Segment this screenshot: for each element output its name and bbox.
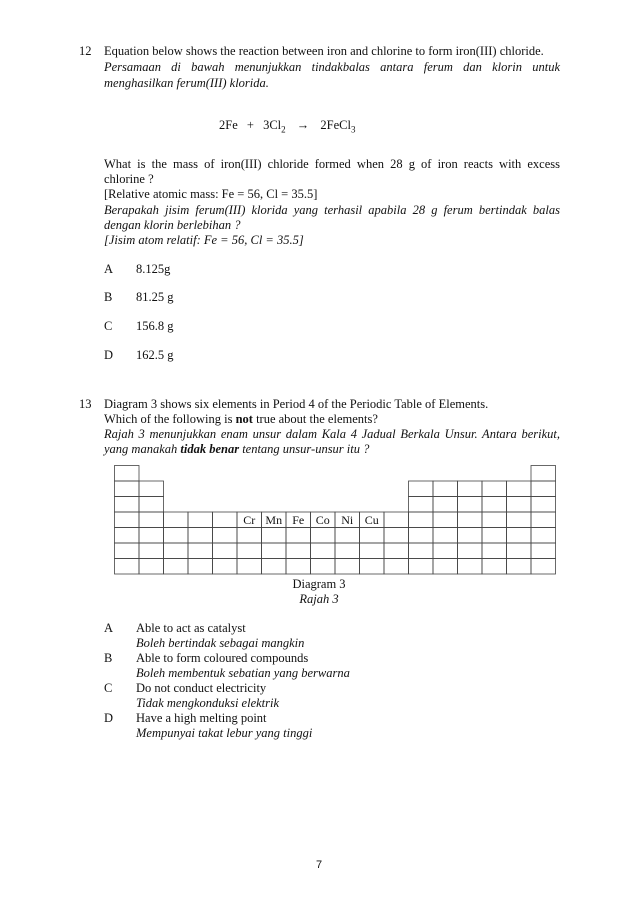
- periodic-table-cell: [409, 543, 434, 559]
- equation-arrow: →: [296, 118, 310, 132]
- question-13-number: 13: [79, 397, 92, 411]
- periodic-table-cell: [164, 559, 189, 575]
- q13-option-c-en[interactable]: Do not conduct electricity: [136, 681, 267, 695]
- question-12-question-ms-line2: dengan klorin berlebihan ?: [104, 218, 241, 232]
- periodic-table-cell: [409, 481, 434, 497]
- periodic-table-cell: [458, 543, 483, 559]
- periodic-table-cell: [360, 528, 385, 544]
- periodic-table-cell: [482, 497, 507, 513]
- periodic-table-cell: [213, 528, 238, 544]
- periodic-table-cell: [360, 543, 385, 559]
- chemical-equation: [219, 118, 355, 133]
- periodic-table-cell: [482, 559, 507, 575]
- periodic-table-cell: [409, 512, 434, 528]
- q12-option-c-letter[interactable]: C: [104, 319, 113, 333]
- equation-product-subscript: 3: [350, 124, 356, 135]
- periodic-table-cell: [139, 528, 164, 544]
- q13-option-a-letter[interactable]: A: [104, 621, 114, 635]
- periodic-table-cell: [384, 543, 409, 559]
- periodic-table-cell: [115, 512, 140, 528]
- periodic-table-cell: [262, 528, 287, 544]
- periodic-table-cell: [458, 481, 483, 497]
- element-symbol-co: Co: [315, 512, 330, 527]
- equation-lhs-chlorine-subscript: 2: [281, 124, 286, 135]
- question-12-question-en-line2: chlorine ?: [104, 172, 154, 186]
- diagram-caption-ms: Rajah 3: [299, 592, 339, 606]
- periodic-table-cell: [311, 559, 336, 575]
- periodic-table-cell: [139, 512, 164, 528]
- periodic-table-cell: [409, 497, 434, 513]
- element-symbol-cr: Cr: [243, 512, 256, 527]
- periodic-table-cell: [115, 466, 140, 482]
- periodic-table-cell: [458, 497, 483, 513]
- question-12-stem-en: Equation below shows the reaction between iron and chlorine to form iron(III) chloride.: [104, 44, 544, 58]
- q12-option-b-letter[interactable]: B: [104, 290, 113, 304]
- periodic-table-cell: [139, 497, 164, 513]
- q12-option-b-text[interactable]: 81.25 g: [136, 290, 174, 304]
- question-13-stem-ms-line2: [104, 442, 560, 457]
- question-12-relative-atomic-mass-en: [Relative atomic mass: Fe = 56, Cl = 35.5]: [104, 187, 318, 201]
- element-symbol-cu: Cu: [364, 512, 379, 527]
- periodic-table-cell: [335, 528, 360, 544]
- periodic-table-cell: [164, 543, 189, 559]
- periodic-table-cell: [311, 528, 336, 544]
- periodic-table-cell: [507, 512, 532, 528]
- q13-option-b-ms: Boleh membentuk sebatian yang berwarna: [136, 666, 350, 680]
- periodic-table-cell: [139, 481, 164, 497]
- diagram-caption-en: Diagram 3: [292, 577, 346, 591]
- periodic-table-cell: [115, 481, 140, 497]
- equation-product: 2FeCl: [320, 118, 351, 132]
- periodic-table-cell: [507, 497, 532, 513]
- periodic-table-cell: [115, 559, 140, 575]
- stem-ms-pre: yang manakah: [104, 442, 181, 456]
- periodic-table-cell: [115, 543, 140, 559]
- periodic-table-cell: [262, 559, 287, 575]
- periodic-table-diagram: [114, 465, 559, 575]
- equation-lhs-chlorine: 3Cl: [263, 118, 282, 132]
- periodic-table-cell: [482, 512, 507, 528]
- periodic-table-cell: [531, 543, 556, 559]
- periodic-table-cell: [139, 559, 164, 575]
- stem-en-post: true about the elements?: [252, 412, 378, 426]
- q13-option-b-en[interactable]: Able to form coloured compounds: [136, 651, 309, 665]
- periodic-table-cell: [507, 528, 532, 544]
- q13-option-c-ms: Tidak mengkonduksi elektrik: [136, 696, 280, 710]
- periodic-table-cell: [482, 481, 507, 497]
- periodic-table-cell: [458, 528, 483, 544]
- equation-plus: +: [246, 118, 254, 132]
- periodic-table-cell: [384, 512, 409, 528]
- periodic-table-cell: [335, 543, 360, 559]
- stem-en-bold-not: not: [235, 412, 253, 426]
- periodic-table-cell: [531, 466, 556, 482]
- q13-option-a-ms: Boleh bertindak sebagai mangkin: [136, 636, 305, 650]
- periodic-table-cell: [237, 559, 262, 575]
- periodic-table-cell: [188, 528, 213, 544]
- periodic-table-cell: [213, 512, 238, 528]
- q13-option-b-letter[interactable]: B: [104, 651, 113, 665]
- periodic-table-cell: [188, 559, 213, 575]
- periodic-table-cell: [433, 543, 458, 559]
- q13-option-d-letter[interactable]: D: [104, 711, 114, 725]
- periodic-table-cell: [360, 559, 385, 575]
- periodic-table-cell: [213, 543, 238, 559]
- periodic-table-cell: [433, 559, 458, 575]
- periodic-table-cell: [433, 481, 458, 497]
- question-12-relative-atomic-mass-ms: [Jisim atom relatif: Fe = 56, Cl = 35.5]: [104, 233, 304, 247]
- question-13-stem-en-line1: Diagram 3 shows six elements in Period 4 of the Periodic Table of Elements.: [104, 397, 489, 411]
- element-symbol-ni: Ni: [341, 512, 354, 527]
- periodic-table-cell: [262, 543, 287, 559]
- periodic-table-cell: [188, 512, 213, 528]
- periodic-table-cell: [482, 528, 507, 544]
- element-symbol-mn: Mn: [265, 512, 283, 527]
- periodic-table-cell: [409, 559, 434, 575]
- question-12-number: 12: [79, 44, 92, 58]
- stem-ms-post: tentang unsur-unsur itu ?: [239, 442, 370, 456]
- stem-ms-bold-tidak-benar: tidak benar: [180, 442, 240, 456]
- q12-option-a-letter[interactable]: A: [104, 262, 114, 276]
- q12-option-c-text[interactable]: 156.8 g: [136, 319, 174, 333]
- periodic-table-cell: [458, 559, 483, 575]
- q13-option-d-en[interactable]: Have a high melting point: [136, 711, 267, 725]
- question-12-question-en-line1: What is the mass of iron(III) chloride formed when 28 g of iron reacts with excess: [104, 157, 560, 171]
- periodic-table-cell: [164, 512, 189, 528]
- periodic-table-cell: [286, 543, 311, 559]
- periodic-table-cell: [531, 559, 556, 575]
- periodic-table-cell: [213, 559, 238, 575]
- q13-option-d-ms: Mempunyai takat lebur yang tinggi: [136, 726, 313, 740]
- periodic-table-cell: [335, 559, 360, 575]
- periodic-table-cell: [458, 512, 483, 528]
- equation-lhs-iron: 2Fe: [219, 118, 238, 132]
- periodic-table-cell: [482, 543, 507, 559]
- question-12-question-ms-line1: Berapakah jisim ferum(III) klorida yang terhasil apabila 28 g ferum bertindak balas: [104, 203, 560, 217]
- periodic-table-cell: [409, 528, 434, 544]
- periodic-table-cell: [115, 528, 140, 544]
- periodic-table-cell: [507, 481, 532, 497]
- periodic-table-cell: [433, 528, 458, 544]
- q12-option-a-text[interactable]: 8.125g: [136, 262, 171, 276]
- periodic-table-cell: [237, 543, 262, 559]
- page-number: 7: [315, 859, 323, 871]
- q12-option-d-text[interactable]: 162.5 g: [136, 348, 174, 362]
- periodic-table-cell: [115, 497, 140, 513]
- periodic-table-cell: [433, 497, 458, 513]
- q13-option-a-en[interactable]: Able to act as catalyst: [136, 621, 246, 635]
- periodic-table-cell: [286, 559, 311, 575]
- periodic-table-cell: [507, 543, 532, 559]
- periodic-table-cell: [188, 543, 213, 559]
- periodic-table-cell: [433, 512, 458, 528]
- question-13-stem-en-line2: [104, 412, 560, 427]
- q12-option-d-letter[interactable]: D: [104, 348, 114, 362]
- element-symbol-fe: Fe: [292, 512, 305, 527]
- stem-en-pre: Which of the following is: [104, 412, 236, 426]
- periodic-table-cell: [531, 497, 556, 513]
- periodic-table-cell: [139, 543, 164, 559]
- periodic-table-cell: [531, 512, 556, 528]
- question-12-stem-ms-line1: Persamaan di bawah menunjukkan tindakbalas antara ferum dan klorin untuk: [104, 60, 560, 74]
- periodic-table-cell: [507, 559, 532, 575]
- q13-option-c-letter[interactable]: C: [104, 681, 113, 695]
- question-13-stem-ms-line1: Rajah 3 menunjukkan enam unsur dalam Kala 4 Jadual Berkala Unsur. Antara berikut,: [104, 427, 560, 441]
- periodic-table-cell: [384, 559, 409, 575]
- question-12-stem-ms-line2: menghasilkan ferum(III) klorida.: [104, 76, 269, 90]
- periodic-table-cell: [311, 543, 336, 559]
- periodic-table-cell: [531, 481, 556, 497]
- periodic-table-cell: [531, 528, 556, 544]
- periodic-table-cell: [286, 528, 311, 544]
- periodic-table-cell: [237, 528, 262, 544]
- periodic-table-cell: [164, 528, 189, 544]
- periodic-table-cell: [384, 528, 409, 544]
